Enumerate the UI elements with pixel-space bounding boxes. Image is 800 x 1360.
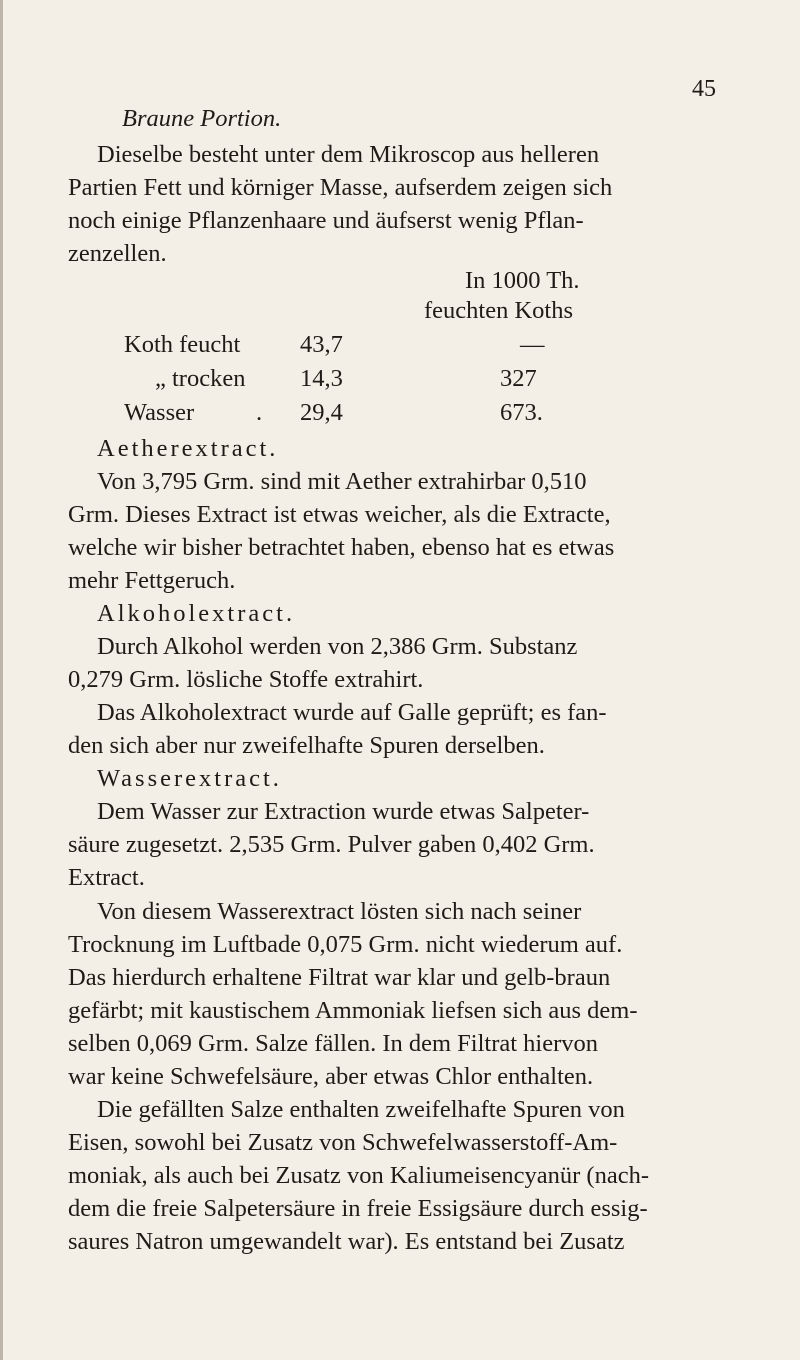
table-row-per1000: — <box>520 331 545 358</box>
section-heading-braune-portion: Braune Portion. <box>122 105 282 132</box>
text-line: selben 0,069 Grm. Salze fällen. In dem Filtrat hiervon <box>68 1030 599 1057</box>
text-line: saures Natron umgewandelt war). Es entstand bei Zusatz <box>68 1228 625 1255</box>
text-line: den sich aber nur zweifelhafte Spuren derselben. <box>68 732 545 759</box>
section-title-alkoholextract: Alkoholextract. <box>97 600 296 627</box>
table-row-label: Wasser <box>124 399 195 426</box>
table-row-label: Koth feucht <box>124 331 241 358</box>
table-row-value: 14,3 <box>300 365 343 392</box>
text-line: gefärbt; mit kaustischem Ammoniak liefsen sich aus dem- <box>68 997 638 1024</box>
table-row-value: 29,4 <box>300 399 343 426</box>
table-row-per1000: 327 <box>500 365 537 392</box>
text-line: Extract. <box>68 864 145 891</box>
text-line: Dem Wasser zur Extraction wurde etwas Salpeter- <box>97 798 590 825</box>
text-line: 0,279 Grm. lösliche Stoffe extrahirt. <box>68 666 424 693</box>
text-line: Das Alkoholextract wurde auf Galle geprüft; es fan- <box>97 699 607 726</box>
table-row-value: 43,7 <box>300 331 343 358</box>
text-line: Von diesem Wasserextract lösten sich nach seiner <box>97 898 582 925</box>
table-header-line-2: feuchten Koths <box>424 297 573 324</box>
text-line: Trocknung im Luftbade 0,075 Grm. nicht wiederum auf. <box>68 931 623 958</box>
text-line: war keine Schwefelsäure, aber etwas Chlor enthalten. <box>68 1063 594 1090</box>
text-line: Dieselbe besteht unter dem Mikroscop aus helleren <box>97 141 600 168</box>
text-line: Grm. Dieses Extract ist etwas weicher, als die Extracte, <box>68 501 611 528</box>
section-title-wasserextract: Wasserextract. <box>97 765 282 792</box>
text-line: dem die freie Salpetersäure in freie Essigsäure durch essig- <box>68 1195 648 1222</box>
table-row-leader-dot: . <box>256 399 263 426</box>
text-line: moniak, als auch bei Zusatz von Kaliumeisencyanür (nach- <box>68 1162 649 1189</box>
text-line: Eisen, sowohl bei Zusatz von Schwefelwasserstoff-Am- <box>68 1129 618 1156</box>
table-row-label: „ trocken <box>155 365 246 392</box>
text-line: Durch Alkohol werden von 2,386 Grm. Substanz <box>97 633 578 660</box>
table-row-per1000: 673. <box>500 399 543 426</box>
text-line: mehr Fettgeruch. <box>68 567 236 594</box>
text-line: Von 3,795 Grm. sind mit Aether extrahirbar 0,510 <box>97 468 587 495</box>
text-line: welche wir bisher betrachtet haben, ebenso hat es etwas <box>68 534 615 561</box>
text-line: Die gefällten Salze enthalten zweifelhafte Spuren von <box>97 1096 625 1123</box>
section-title-aetherextract: Aetherextract. <box>97 435 279 462</box>
text-line: zenzellen. <box>68 240 167 267</box>
text-line: säure zugesetzt. 2,535 Grm. Pulver gaben 0,402 Grm. <box>68 831 595 858</box>
text-line: Partien Fett und körniger Masse, aufserdem zeigen sich <box>68 174 613 201</box>
page-number: 45 <box>692 76 716 102</box>
text-line: Das hierdurch erhaltene Filtrat war klar und gelb-braun <box>68 964 611 991</box>
table-header-line-1: In 1000 Th. <box>465 267 580 294</box>
page-edge <box>0 0 3 1360</box>
text-line: noch einige Pflanzenhaare und äufserst wenig Pflan- <box>68 207 584 234</box>
